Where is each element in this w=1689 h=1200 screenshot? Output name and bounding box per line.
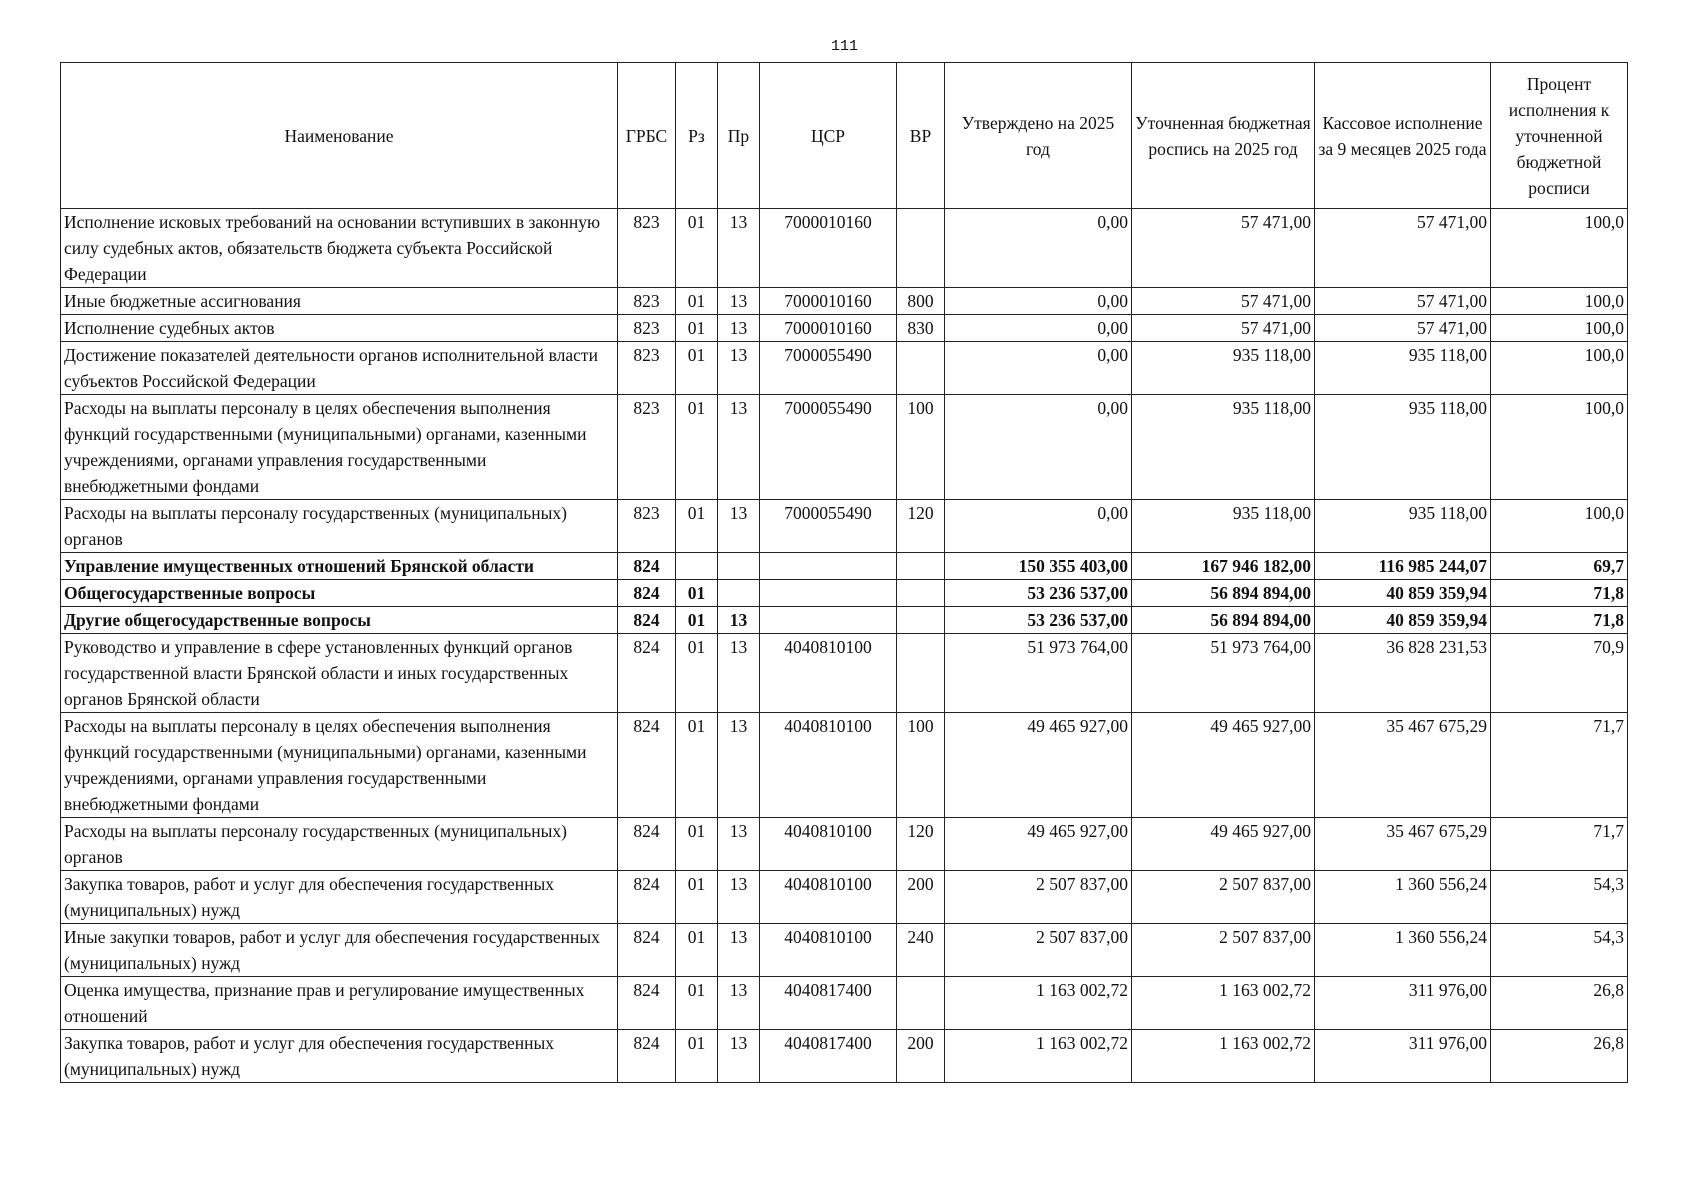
- cell-percent: 69,7: [1491, 553, 1628, 580]
- table-row: [61, 1030, 1628, 1083]
- cell-pr: 13: [718, 871, 760, 924]
- cell-rz: 01: [676, 977, 718, 1030]
- cell-refined: 56 894 894,00: [1132, 607, 1315, 634]
- cell-pr: 13: [718, 209, 760, 288]
- cell-refined: 935 118,00: [1132, 500, 1315, 553]
- cell-rz: 01: [676, 924, 718, 977]
- cell-pr: 13: [718, 607, 760, 634]
- cell-csr: [760, 580, 897, 607]
- cell-percent: 54,3: [1491, 871, 1628, 924]
- cell-vr: 240: [897, 924, 945, 977]
- cell-percent: 100,0: [1491, 500, 1628, 553]
- table-row: [61, 607, 1628, 634]
- cell-pr: 13: [718, 288, 760, 315]
- cell-cash: 1 360 556,24: [1315, 924, 1491, 977]
- table-row: [61, 315, 1628, 342]
- cell-refined: 57 471,00: [1132, 209, 1315, 288]
- cell-percent: 71,7: [1491, 713, 1628, 818]
- cell-csr: 7000055490: [760, 342, 897, 395]
- cell-grbs: 824: [618, 977, 676, 1030]
- cell-grbs: 823: [618, 209, 676, 288]
- cell-approved: 150 355 403,00: [945, 553, 1132, 580]
- cell-vr: 120: [897, 500, 945, 553]
- cell-pr: 13: [718, 977, 760, 1030]
- cell-rz: 01: [676, 871, 718, 924]
- table-header-row: [61, 63, 1628, 209]
- table-row: [61, 553, 1628, 580]
- cell-refined: 57 471,00: [1132, 315, 1315, 342]
- cell-name: Расходы на выплаты персоналу в целях обеспечения выполнения функций государственными (муниципальными) органами, казенными учреждениями, органами управления государственными внебюджетными фондами: [61, 395, 618, 500]
- cell-percent: 70,9: [1491, 634, 1628, 713]
- cell-vr: 120: [897, 818, 945, 871]
- table-row: [61, 713, 1628, 818]
- cell-approved: 0,00: [945, 315, 1132, 342]
- cell-rz: 01: [676, 315, 718, 342]
- cell-pr: 13: [718, 315, 760, 342]
- cell-cash: 311 976,00: [1315, 1030, 1491, 1083]
- cell-vr: [897, 634, 945, 713]
- header-rz: Рз: [676, 63, 718, 209]
- cell-cash: 35 467 675,29: [1315, 713, 1491, 818]
- cell-csr: 7000010160: [760, 315, 897, 342]
- table-row: [61, 818, 1628, 871]
- cell-name: Расходы на выплаты персоналу государственных (муниципальных) органов: [61, 500, 618, 553]
- cell-pr: 13: [718, 342, 760, 395]
- table-row: [61, 209, 1628, 288]
- table-row: [61, 342, 1628, 395]
- header-cash: Кассовое исполнение за 9 месяцев 2025 года: [1315, 63, 1491, 209]
- cell-refined: 2 507 837,00: [1132, 871, 1315, 924]
- cell-csr: [760, 607, 897, 634]
- cell-rz: 01: [676, 713, 718, 818]
- cell-vr: 800: [897, 288, 945, 315]
- table-row: [61, 977, 1628, 1030]
- cell-cash: 40 859 359,94: [1315, 580, 1491, 607]
- cell-vr: [897, 209, 945, 288]
- cell-refined: 2 507 837,00: [1132, 924, 1315, 977]
- cell-grbs: 823: [618, 315, 676, 342]
- header-name: Наименование: [61, 63, 618, 209]
- cell-name: Расходы на выплаты персоналу в целях обеспечения выполнения функций государственными (муниципальными) органами, казенными учреждениями, органами управления государственными внебюджетными фондами: [61, 713, 618, 818]
- cell-name: Иные закупки товаров, работ и услуг для обеспечения государственных (муниципальных) нужд: [61, 924, 618, 977]
- cell-refined: 56 894 894,00: [1132, 580, 1315, 607]
- cell-vr: [897, 977, 945, 1030]
- cell-rz: 01: [676, 342, 718, 395]
- cell-approved: 1 163 002,72: [945, 977, 1132, 1030]
- cell-name: Иные бюджетные ассигнования: [61, 288, 618, 315]
- cell-approved: 0,00: [945, 288, 1132, 315]
- cell-rz: 01: [676, 634, 718, 713]
- cell-name: Руководство и управление в сфере установленных функций органов государственной власти Брянской области и иных государственных органов Брянской области: [61, 634, 618, 713]
- cell-pr: 13: [718, 1030, 760, 1083]
- cell-percent: 26,8: [1491, 977, 1628, 1030]
- cell-approved: 0,00: [945, 342, 1132, 395]
- cell-name: Исполнение исковых требований на основании вступивших в законную силу судебных актов, обязательств бюджета субъекта Российской Федерации: [61, 209, 618, 288]
- cell-csr: 4040810100: [760, 871, 897, 924]
- cell-cash: 57 471,00: [1315, 288, 1491, 315]
- header-approved: Утверждено на 2025 год: [945, 63, 1132, 209]
- cell-refined: 1 163 002,72: [1132, 1030, 1315, 1083]
- budget-table: [60, 62, 1628, 1083]
- cell-grbs: 823: [618, 288, 676, 315]
- cell-refined: 49 465 927,00: [1132, 713, 1315, 818]
- cell-pr: [718, 553, 760, 580]
- cell-refined: 167 946 182,00: [1132, 553, 1315, 580]
- cell-csr: 4040817400: [760, 977, 897, 1030]
- cell-percent: 71,8: [1491, 580, 1628, 607]
- cell-csr: 7000055490: [760, 395, 897, 500]
- cell-rz: 01: [676, 500, 718, 553]
- cell-csr: 7000010160: [760, 288, 897, 315]
- cell-name: Закупка товаров, работ и услуг для обеспечения государственных (муниципальных) нужд: [61, 871, 618, 924]
- cell-pr: 13: [718, 713, 760, 818]
- header-vr: ВР: [897, 63, 945, 209]
- cell-cash: 935 118,00: [1315, 395, 1491, 500]
- cell-cash: 935 118,00: [1315, 342, 1491, 395]
- cell-refined: 57 471,00: [1132, 288, 1315, 315]
- cell-rz: 01: [676, 580, 718, 607]
- cell-name: Оценка имущества, признание прав и регулирование имущественных отношений: [61, 977, 618, 1030]
- cell-cash: 36 828 231,53: [1315, 634, 1491, 713]
- cell-approved: 53 236 537,00: [945, 607, 1132, 634]
- cell-vr: 100: [897, 713, 945, 818]
- cell-vr: 200: [897, 871, 945, 924]
- cell-refined: 935 118,00: [1132, 395, 1315, 500]
- cell-percent: 26,8: [1491, 1030, 1628, 1083]
- cell-vr: 200: [897, 1030, 945, 1083]
- cell-csr: 4040810100: [760, 634, 897, 713]
- cell-rz: 01: [676, 818, 718, 871]
- cell-refined: 935 118,00: [1132, 342, 1315, 395]
- cell-rz: 01: [676, 209, 718, 288]
- cell-rz: [676, 553, 718, 580]
- cell-approved: 0,00: [945, 500, 1132, 553]
- cell-cash: 116 985 244,07: [1315, 553, 1491, 580]
- cell-pr: 13: [718, 500, 760, 553]
- cell-percent: 71,8: [1491, 607, 1628, 634]
- cell-percent: 100,0: [1491, 288, 1628, 315]
- cell-cash: 40 859 359,94: [1315, 607, 1491, 634]
- cell-grbs: 824: [618, 818, 676, 871]
- cell-grbs: 824: [618, 607, 676, 634]
- cell-percent: 71,7: [1491, 818, 1628, 871]
- cell-percent: 100,0: [1491, 209, 1628, 288]
- cell-grbs: 824: [618, 1030, 676, 1083]
- table-row: [61, 395, 1628, 500]
- cell-name: Другие общегосударственные вопросы: [61, 607, 618, 634]
- cell-grbs: 824: [618, 553, 676, 580]
- cell-vr: [897, 342, 945, 395]
- cell-vr: [897, 553, 945, 580]
- table-row: [61, 924, 1628, 977]
- cell-vr: 100: [897, 395, 945, 500]
- table-row: [61, 634, 1628, 713]
- cell-csr: 4040810100: [760, 924, 897, 977]
- cell-approved: 51 973 764,00: [945, 634, 1132, 713]
- cell-refined: 49 465 927,00: [1132, 818, 1315, 871]
- cell-vr: [897, 580, 945, 607]
- cell-csr: 7000055490: [760, 500, 897, 553]
- cell-csr: 4040810100: [760, 713, 897, 818]
- header-refined: Уточненная бюджетная роспись на 2025 год: [1132, 63, 1315, 209]
- cell-grbs: 824: [618, 871, 676, 924]
- cell-csr: 7000010160: [760, 209, 897, 288]
- cell-approved: 53 236 537,00: [945, 580, 1132, 607]
- table-row: [61, 580, 1628, 607]
- cell-percent: 100,0: [1491, 315, 1628, 342]
- table-row: [61, 500, 1628, 553]
- cell-name: Расходы на выплаты персоналу государственных (муниципальных) органов: [61, 818, 618, 871]
- table-row: [61, 288, 1628, 315]
- cell-grbs: 824: [618, 713, 676, 818]
- cell-pr: 13: [718, 634, 760, 713]
- cell-name: Закупка товаров, работ и услуг для обеспечения государственных (муниципальных) нужд: [61, 1030, 618, 1083]
- cell-approved: 49 465 927,00: [945, 818, 1132, 871]
- header-percent: Процент исполнения к уточненной бюджетной росписи: [1491, 63, 1628, 209]
- cell-pr: 13: [718, 818, 760, 871]
- cell-cash: 1 360 556,24: [1315, 871, 1491, 924]
- cell-grbs: 824: [618, 924, 676, 977]
- cell-grbs: 823: [618, 395, 676, 500]
- cell-cash: 57 471,00: [1315, 315, 1491, 342]
- cell-rz: 01: [676, 395, 718, 500]
- cell-refined: 1 163 002,72: [1132, 977, 1315, 1030]
- cell-approved: 1 163 002,72: [945, 1030, 1132, 1083]
- cell-percent: 100,0: [1491, 342, 1628, 395]
- header-grbs: ГРБС: [618, 63, 676, 209]
- cell-approved: 0,00: [945, 395, 1132, 500]
- cell-vr: 830: [897, 315, 945, 342]
- cell-name: Исполнение судебных актов: [61, 315, 618, 342]
- cell-percent: 100,0: [1491, 395, 1628, 500]
- page-number: 111: [830, 38, 858, 55]
- cell-rz: 01: [676, 607, 718, 634]
- cell-rz: 01: [676, 288, 718, 315]
- cell-csr: [760, 553, 897, 580]
- cell-rz: 01: [676, 1030, 718, 1083]
- cell-name: Общегосударственные вопросы: [61, 580, 618, 607]
- cell-cash: 35 467 675,29: [1315, 818, 1491, 871]
- cell-approved: 49 465 927,00: [945, 713, 1132, 818]
- cell-refined: 51 973 764,00: [1132, 634, 1315, 713]
- cell-vr: [897, 607, 945, 634]
- cell-grbs: 823: [618, 500, 676, 553]
- cell-approved: 2 507 837,00: [945, 924, 1132, 977]
- cell-name: Управление имущественных отношений Брянской области: [61, 553, 618, 580]
- cell-percent: 54,3: [1491, 924, 1628, 977]
- cell-csr: 4040810100: [760, 818, 897, 871]
- cell-grbs: 823: [618, 342, 676, 395]
- cell-name: Достижение показателей деятельности органов исполнительной власти субъектов Российской Федерации: [61, 342, 618, 395]
- cell-approved: 2 507 837,00: [945, 871, 1132, 924]
- cell-csr: 4040817400: [760, 1030, 897, 1083]
- cell-approved: 0,00: [945, 209, 1132, 288]
- header-pr: Пр: [718, 63, 760, 209]
- cell-grbs: 824: [618, 580, 676, 607]
- table-body: [61, 209, 1628, 1083]
- cell-cash: 311 976,00: [1315, 977, 1491, 1030]
- cell-cash: 935 118,00: [1315, 500, 1491, 553]
- cell-pr: 13: [718, 924, 760, 977]
- cell-grbs: 824: [618, 634, 676, 713]
- cell-cash: 57 471,00: [1315, 209, 1491, 288]
- cell-pr: 13: [718, 395, 760, 500]
- table-row: [61, 871, 1628, 924]
- cell-pr: [718, 580, 760, 607]
- header-csr: ЦСР: [760, 63, 897, 209]
